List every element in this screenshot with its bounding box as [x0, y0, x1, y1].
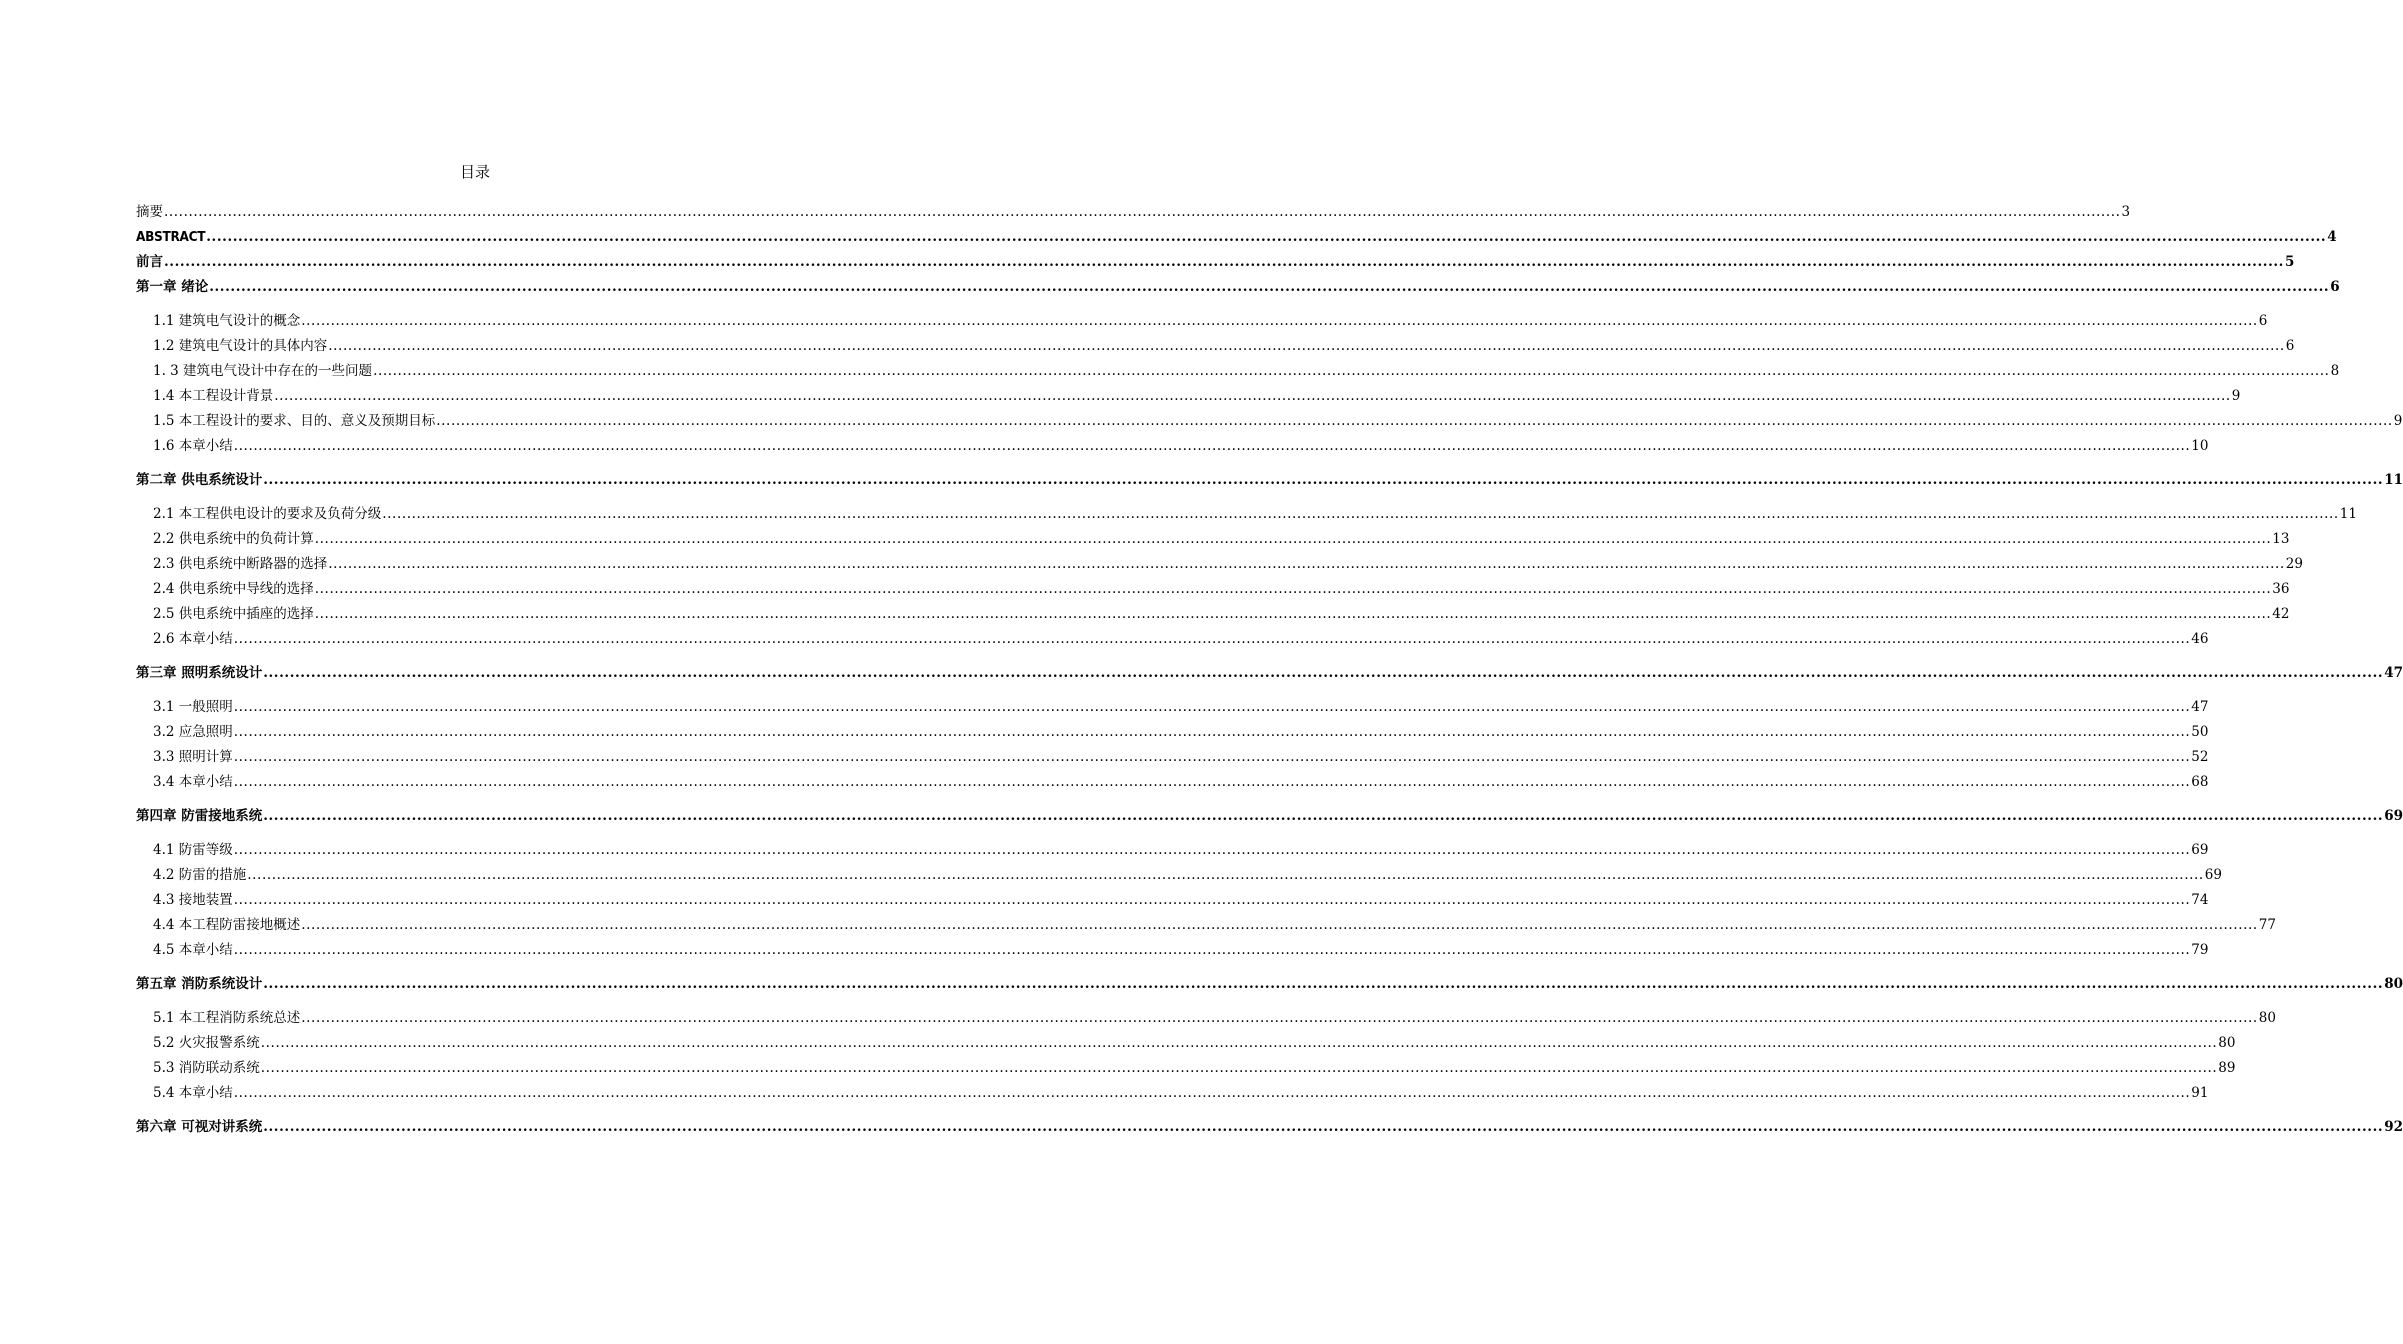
toc-entry-label: 1.4 本工程设计背景: [153, 388, 274, 404]
toc-subentry[interactable]: [136, 884, 2209, 909]
toc-entry-label: 5.3 消防联动系统: [153, 1060, 260, 1076]
toc-page-number: 69: [2191, 842, 2209, 858]
toc-page-number: 91: [2191, 1085, 2209, 1101]
toc-entry-label: 3.1 一般照明: [153, 699, 233, 715]
toc-entry-label: 3.4 本章小结: [153, 774, 233, 790]
toc-entry[interactable]: [136, 657, 2403, 682]
toc-entry-label: 前言: [136, 254, 163, 270]
toc-entry[interactable]: [136, 968, 2403, 993]
toc-page-number: 79: [2191, 942, 2209, 958]
toc-subentry[interactable]: [136, 834, 2209, 859]
toc-page-number: 89: [2218, 1060, 2236, 1076]
toc-subentry[interactable]: [136, 355, 2340, 380]
toc-page-number: 52: [2191, 749, 2209, 765]
toc-page-number: 8: [2330, 363, 2340, 379]
toc-subentry[interactable]: [136, 305, 2268, 330]
toc-page-number: 13: [2272, 531, 2290, 547]
toc-subentry[interactable]: [136, 1077, 2209, 1102]
dot-leader: ................................................................................................................................................................................................................................................................................................................................................................................................................: [263, 1119, 2384, 1135]
dot-leader: ................................................................................................................................................................................................................................................................................................................................................................................................................: [233, 842, 2191, 858]
toc-title: 目录: [459, 163, 490, 181]
toc-page-number: 80: [2258, 1010, 2276, 1026]
dot-leader: ................................................................................................................................................................................................................................................................................................................................................................................................................: [164, 254, 2284, 270]
toc-page-number: 46: [2191, 631, 2209, 647]
toc-entry-label: 第一章 绪论: [136, 279, 209, 295]
toc-entry-label: 2.5 供电系统中插座的选择: [153, 606, 314, 622]
toc-entry-label: 2.3 供电系统中断路器的选择: [153, 556, 328, 572]
toc-subentry[interactable]: [136, 598, 2290, 623]
toc-entry-label: 2.4 供电系统中导线的选择: [153, 581, 314, 597]
dot-leader: ................................................................................................................................................................................................................................................................................................................................................................................................................: [328, 556, 2285, 572]
toc-entry-label: 第四章 防雷接地系统: [136, 808, 263, 824]
toc-entry-label: 1.1 建筑电气设计的概念: [153, 313, 301, 329]
dot-leader: ................................................................................................................................................................................................................................................................................................................................................................................................................: [233, 749, 2191, 765]
toc-entry-label: 第三章 照明系统设计: [136, 665, 263, 681]
toc-page-number: 9: [2393, 413, 2403, 429]
toc-subentry[interactable]: [136, 330, 2295, 355]
dot-leader: ................................................................................................................................................................................................................................................................................................................................................................................................................: [263, 976, 2384, 992]
toc-entry-label: ABSTRACT: [136, 229, 206, 245]
toc-page-number: 47: [2384, 665, 2403, 681]
toc-entry-label: 5.1 本工程消防系统总述: [153, 1010, 301, 1026]
dot-leader: ................................................................................................................................................................................................................................................................................................................................................................................................................: [164, 204, 2121, 220]
toc-subentry[interactable]: [136, 405, 2403, 430]
toc-entry-label: 4.3 接地装置: [153, 892, 233, 908]
dot-leader: ................................................................................................................................................................................................................................................................................................................................................................................................................: [233, 724, 2191, 740]
toc-page-number: 5: [2284, 254, 2295, 270]
toc-entry[interactable]: [136, 271, 2340, 296]
toc-entry-label: 1.5 本工程设计的要求、目的、意义及预期目标: [153, 413, 436, 429]
toc-entry-label: 摘要: [136, 204, 163, 220]
toc-subentry[interactable]: [136, 623, 2209, 648]
dot-leader: ................................................................................................................................................................................................................................................................................................................................................................................................................: [260, 1060, 2218, 1076]
toc-entry-label: 第五章 消防系统设计: [136, 976, 263, 992]
dot-leader: ................................................................................................................................................................................................................................................................................................................................................................................................................: [314, 606, 2272, 622]
toc-page-number: 6: [2285, 338, 2295, 354]
toc-page-number: 50: [2191, 724, 2209, 740]
toc-page-number: 69: [2384, 808, 2403, 824]
toc-entry-label: 5.2 火灾报警系统: [153, 1035, 260, 1051]
dot-leader: ................................................................................................................................................................................................................................................................................................................................................................................................................: [263, 472, 2384, 488]
toc-subentry[interactable]: [136, 573, 2290, 598]
toc-page-number: 92: [2384, 1119, 2403, 1135]
dot-leader: ................................................................................................................................................................................................................................................................................................................................................................................................................: [206, 229, 2327, 245]
dot-leader: ................................................................................................................................................................................................................................................................................................................................................................................................................: [263, 808, 2384, 824]
toc-entry[interactable]: [136, 1111, 2403, 1136]
toc-entry-label: 1.2 建筑电气设计的具体内容: [153, 338, 328, 354]
dot-leader: ................................................................................................................................................................................................................................................................................................................................................................................................................: [314, 531, 2272, 547]
dot-leader: ................................................................................................................................................................................................................................................................................................................................................................................................................: [274, 388, 2231, 404]
toc-page-number: 77: [2258, 917, 2276, 933]
dot-leader: ................................................................................................................................................................................................................................................................................................................................................................................................................: [233, 631, 2191, 647]
dot-leader: ................................................................................................................................................................................................................................................................................................................................................................................................................: [247, 867, 2204, 883]
toc-entry-label: 4.1 防雷等级: [153, 842, 233, 858]
toc-page-number: 69: [2204, 867, 2222, 883]
toc-page-number: 74: [2191, 892, 2209, 908]
dot-leader: ................................................................................................................................................................................................................................................................................................................................................................................................................: [373, 363, 2330, 379]
toc-subentry[interactable]: [136, 859, 2222, 884]
toc-page-number: 80: [2384, 976, 2403, 992]
dot-leader: ................................................................................................................................................................................................................................................................................................................................................................................................................: [328, 338, 2285, 354]
toc-entry-label: 第二章 供电系统设计: [136, 472, 263, 488]
toc-subentry[interactable]: [136, 498, 2357, 523]
toc-page-number: 6: [2258, 313, 2268, 329]
toc-subentry[interactable]: [136, 1052, 2236, 1077]
toc-page-number: 9: [2231, 388, 2241, 404]
dot-leader: ................................................................................................................................................................................................................................................................................................................................................................................................................: [233, 699, 2191, 715]
dot-leader: ................................................................................................................................................................................................................................................................................................................................................................................................................: [301, 313, 2258, 329]
dot-leader: ................................................................................................................................................................................................................................................................................................................................................................................................................: [314, 581, 2272, 597]
toc-page-number: 80: [2218, 1035, 2236, 1051]
toc-entry-label: 2.1 本工程供电设计的要求及负荷分级: [153, 506, 382, 522]
dot-leader: ................................................................................................................................................................................................................................................................................................................................................................................................................: [436, 413, 2393, 429]
toc-page-number: 29: [2285, 556, 2303, 572]
toc-subentry[interactable]: [136, 934, 2209, 959]
toc-subentry[interactable]: [136, 766, 2209, 791]
toc-page-number: 47: [2191, 699, 2209, 715]
toc-entry[interactable]: [136, 196, 2131, 221]
toc-entry-label: 2.6 本章小结: [153, 631, 233, 647]
toc-entry-label: 5.4 本章小结: [153, 1085, 233, 1101]
toc-subentry[interactable]: [136, 430, 2209, 455]
toc-page-number: 42: [2272, 606, 2290, 622]
toc-subentry[interactable]: [136, 1027, 2236, 1052]
toc-subentry[interactable]: [136, 380, 2241, 405]
toc-subentry[interactable]: [136, 548, 2303, 573]
toc-subentry[interactable]: [136, 691, 2209, 716]
toc-entry-label: 1.6 本章小结: [153, 438, 233, 454]
toc-page-number: 4: [2327, 229, 2337, 245]
toc-page-number: 11: [2384, 472, 2403, 488]
toc-entry[interactable]: [136, 800, 2403, 825]
dot-leader: ................................................................................................................................................................................................................................................................................................................................................................................................................: [263, 665, 2384, 681]
toc-page-number: 36: [2272, 581, 2290, 597]
toc-entry-label: 3.2 应急照明: [153, 724, 233, 740]
toc-page-number: 10: [2191, 438, 2209, 454]
toc-entry[interactable]: [136, 221, 2337, 246]
dot-leader: ................................................................................................................................................................................................................................................................................................................................................................................................................: [233, 942, 2191, 958]
toc-entry-label: 第六章 可视对讲系统: [136, 1119, 263, 1135]
table-of-contents: [136, 196, 2403, 1136]
toc-entry-label: 4.2 防雷的措施: [153, 867, 247, 883]
toc-subentry[interactable]: [136, 716, 2209, 741]
toc-entry[interactable]: [136, 464, 2403, 489]
dot-leader: ................................................................................................................................................................................................................................................................................................................................................................................................................: [233, 1085, 2191, 1101]
toc-subentry[interactable]: [136, 741, 2209, 766]
dot-leader: ................................................................................................................................................................................................................................................................................................................................................................................................................: [382, 506, 2339, 522]
dot-leader: ................................................................................................................................................................................................................................................................................................................................................................................................................: [233, 438, 2191, 454]
toc-page-number: 6: [2330, 279, 2340, 295]
toc-subentry[interactable]: [136, 909, 2276, 934]
dot-leader: ................................................................................................................................................................................................................................................................................................................................................................................................................: [233, 774, 2191, 790]
dot-leader: ................................................................................................................................................................................................................................................................................................................................................................................................................: [301, 1010, 2258, 1026]
toc-page-number: 3: [2121, 204, 2131, 220]
toc-page-number: 11: [2339, 506, 2357, 522]
toc-subentry[interactable]: [136, 523, 2290, 548]
toc-entry-label: 3.3 照明计算: [153, 749, 233, 765]
toc-entry-label: 2.2 供电系统中的负荷计算: [153, 531, 314, 547]
toc-entry-label: 1. 3 建筑电气设计中存在的一些问题: [153, 363, 373, 379]
dot-leader: ................................................................................................................................................................................................................................................................................................................................................................................................................: [301, 917, 2258, 933]
dot-leader: ................................................................................................................................................................................................................................................................................................................................................................................................................: [233, 892, 2191, 908]
toc-entry-label: 4.4 本工程防雷接地概述: [153, 917, 301, 933]
dot-leader: ................................................................................................................................................................................................................................................................................................................................................................................................................: [209, 279, 2330, 295]
toc-entry[interactable]: [136, 246, 2295, 271]
dot-leader: ................................................................................................................................................................................................................................................................................................................................................................................................................: [260, 1035, 2218, 1051]
toc-entry-label: 4.5 本章小结: [153, 942, 233, 958]
toc-page-number: 68: [2191, 774, 2209, 790]
toc-subentry[interactable]: [136, 1002, 2276, 1027]
